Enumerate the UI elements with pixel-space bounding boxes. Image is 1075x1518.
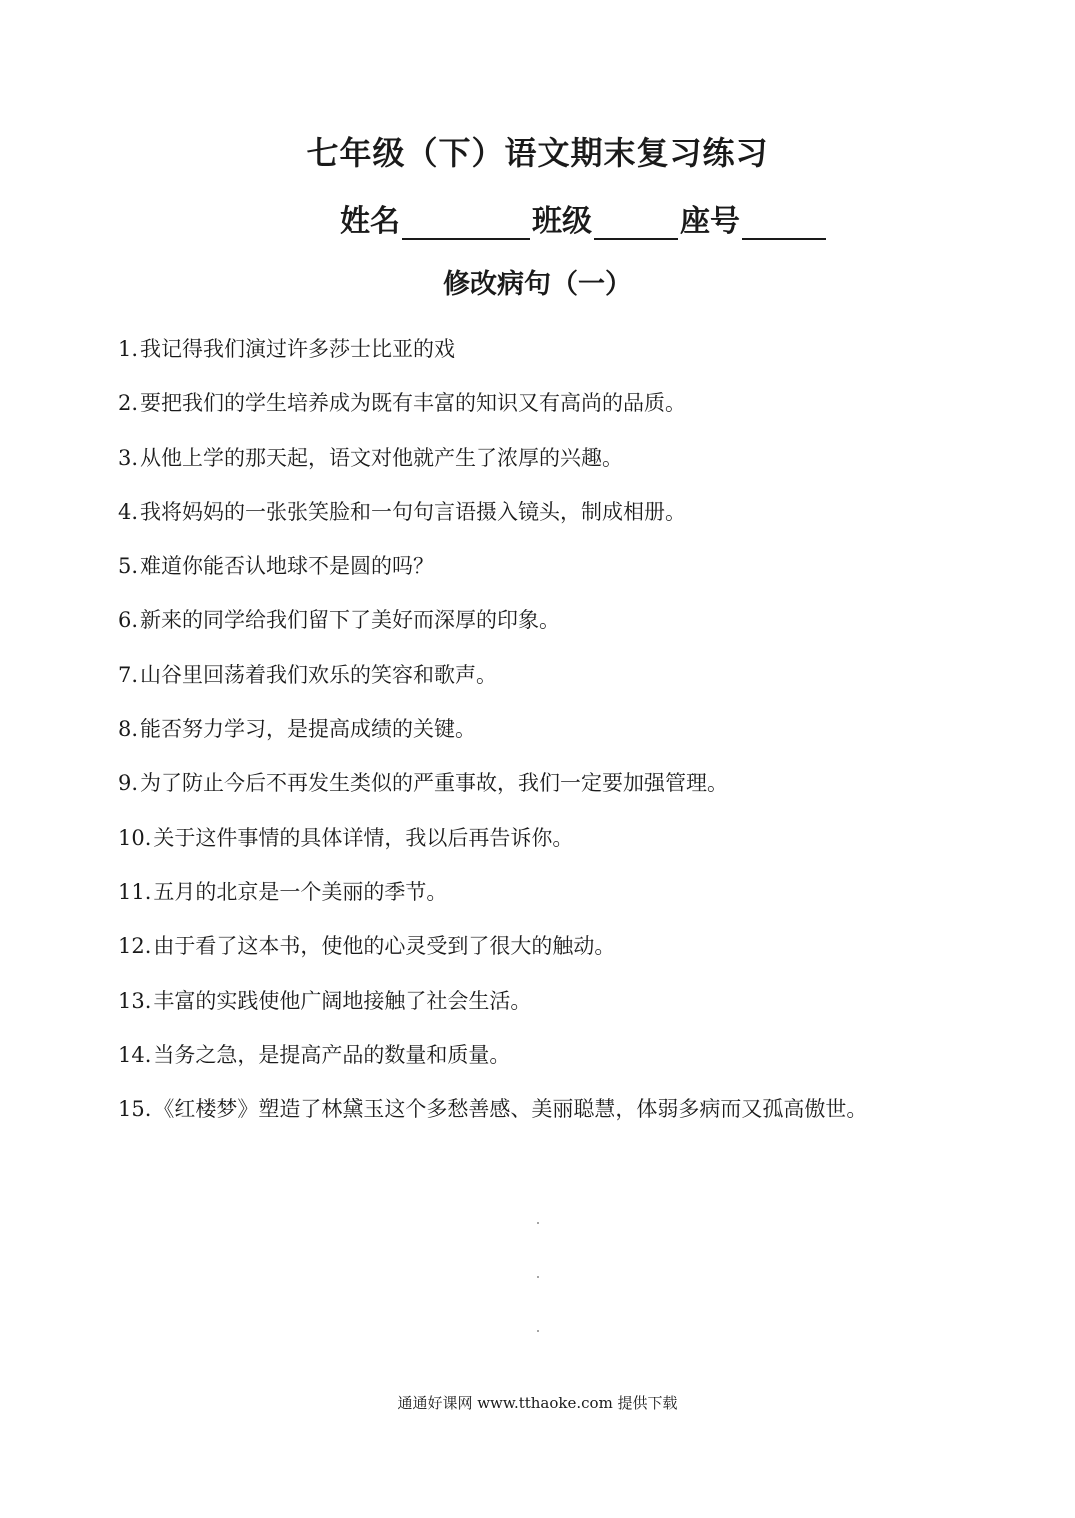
question-text: 由于看了这本书，使他的心灵受到了很大的触动。 (153, 934, 616, 959)
question-number: 5. (118, 554, 139, 579)
question-item (118, 497, 968, 527)
question-item (118, 551, 968, 581)
question-text: 山谷里回荡着我们欢乐的笑容和歌声。 (140, 662, 498, 687)
question-number: 12. (118, 934, 152, 959)
question-number: 15. (118, 1097, 152, 1122)
name-label: 姓名 (340, 204, 400, 239)
question-text: 从他上学的那天起，语文对他就产生了浓厚的兴趣。 (140, 445, 624, 470)
question-item (118, 823, 968, 853)
class-blank[interactable] (594, 206, 678, 240)
question-number: 14. (118, 1042, 152, 1067)
seat-blank[interactable] (742, 206, 826, 240)
question-number: 2. (118, 391, 139, 416)
question-item (118, 877, 968, 907)
question-text: 《红楼梦》塑造了林黛玉这个多愁善感、美丽聪慧，体弱多病而又孤高傲世。 (153, 1097, 868, 1122)
question-text: 我将妈妈的一张张笑脸和一句句言语摄入镜头，制成相册。 (140, 499, 687, 524)
question-number: 1. (118, 337, 139, 361)
question-number: 8. (118, 717, 139, 742)
question-item (118, 1040, 968, 1070)
question-item (118, 714, 968, 744)
question-item (118, 388, 968, 418)
question-text: 能否努力学习，是提高成绩的关键。 (140, 717, 477, 742)
scan-speck (537, 1276, 539, 1278)
scan-speck (537, 1330, 539, 1332)
question-text: 要把我们的学生培养成为既有丰富的知识又有高尚的品质。 (140, 391, 687, 416)
question-text: 关于这件事情的具体详情，我以后再告诉你。 (153, 825, 574, 850)
question-number: 4. (118, 499, 139, 524)
question-text: 我记得我们演过许多莎士比亚的戏 (140, 337, 456, 361)
question-text: 丰富的实践使他广阔地接触了社会生活。 (153, 988, 532, 1013)
question-list (118, 334, 968, 1157)
question-item (118, 660, 968, 690)
question-text: 为了防止今后不再发生类似的严重事故，我们一定要加强管理。 (140, 771, 729, 796)
seat-label: 座号 (680, 204, 740, 239)
question-text: 难道你能否认地球不是圆的吗？ (140, 554, 435, 579)
question-number: 11. (118, 879, 152, 904)
class-label: 班级 (532, 204, 592, 239)
question-number: 7. (118, 662, 139, 687)
name-blank[interactable] (402, 206, 530, 240)
page-title: 七年级（下）语文期末复习练习 (306, 134, 769, 172)
question-number: 9. (118, 771, 139, 796)
question-item (118, 334, 968, 364)
question-number: 13. (118, 988, 152, 1013)
question-item (118, 605, 968, 635)
student-info-row (340, 196, 828, 240)
question-item (118, 986, 968, 1016)
question-number: 10. (118, 825, 152, 850)
question-number: 6. (118, 608, 139, 633)
question-item (118, 1085, 968, 1133)
question-text: 当务之急，是提高产品的数量和质量。 (153, 1042, 511, 1067)
scan-speck (537, 1222, 539, 1224)
question-item (118, 768, 968, 798)
question-text: 五月的北京是一个美丽的季节。 (153, 879, 448, 904)
footer-source: 通通好课网 www.tthaoke.com 提供下载 (397, 1394, 678, 1412)
question-number: 3. (118, 445, 139, 470)
question-item (118, 931, 968, 961)
question-item (118, 443, 968, 473)
section-title: 修改病句（一） (443, 269, 632, 300)
question-text: 新来的同学给我们留下了美好而深厚的印象。 (140, 608, 561, 633)
